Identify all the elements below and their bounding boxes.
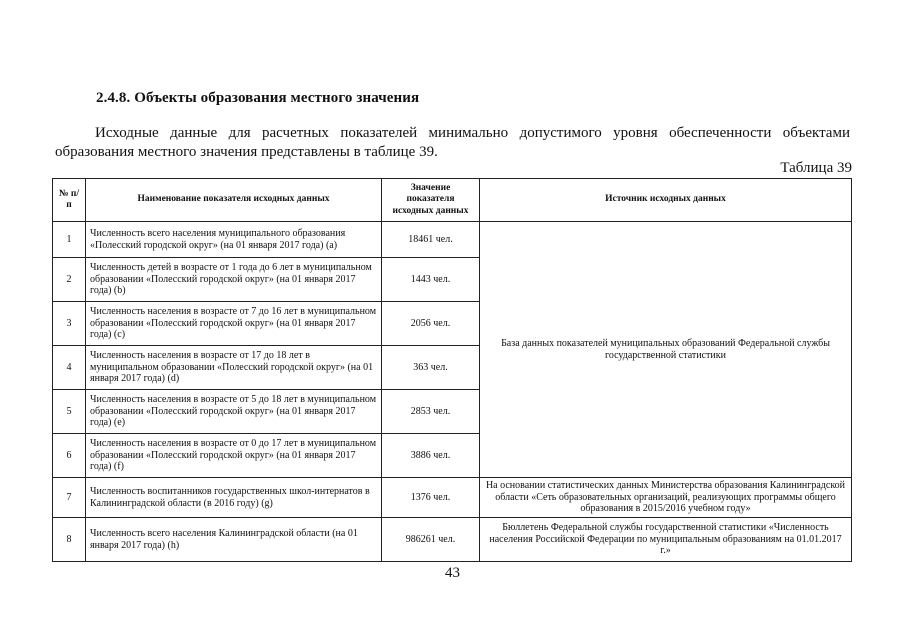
row-value: 1443 чел. — [382, 258, 480, 302]
row-num: 6 — [53, 434, 86, 478]
row-name: Численность населения в возрасте от 7 до 16 лет в муниципальном образовании «Полесский городской округ» (на 01 января 2017 года) (c) — [86, 302, 382, 346]
header-name: Наименование показателя исходных данных — [86, 179, 382, 222]
row-num: 3 — [53, 302, 86, 346]
row-num: 2 — [53, 258, 86, 302]
row-num: 1 — [53, 222, 86, 258]
row-value: 3886 чел. — [382, 434, 480, 478]
row-value: 1376 чел. — [382, 478, 480, 518]
row-value: 986261 чел. — [382, 518, 480, 562]
intro-paragraph: Исходные данные для расчетных показателей минимально допустимого уровня обеспеченности объектами образования местного значения представлены в таблице 39. — [55, 125, 850, 160]
row-value: 2853 чел. — [382, 390, 480, 434]
table-label: Таблица 39 — [780, 160, 852, 176]
row-name: Численность населения в возрасте от 17 до 18 лет в муниципальном образовании «Полесский городской округ» (на 01 января 2017 года) (d) — [86, 346, 382, 390]
row-source-rosstat: База данных показателей муниципальных образований Федеральной службы государственной статистики — [480, 222, 852, 478]
section-heading: 2.4.8. Объекты образования местного значения — [96, 90, 420, 106]
row-source-bulletin: Бюллетень Федеральной службы государственной статистики «Численность населения Российской Федерации по муниципальным образованиям на 01.01.2017 г.» — [480, 518, 852, 562]
row-num: 4 — [53, 346, 86, 390]
table-row — [53, 222, 852, 258]
table-header-row — [53, 179, 852, 222]
header-source: Источник исходных данных — [480, 179, 852, 222]
row-value: 2056 чел. — [382, 302, 480, 346]
row-name: Численность всего населения муниципального образования «Полесский городской округ» (на 01 января 2017 года) (a) — [86, 222, 382, 258]
page-number: 43 — [445, 565, 460, 581]
row-name: Численность детей в возрасте от 1 года до 6 лет в муниципальном образовании «Полесский городской округ» (на 01 января 2017 года) (b) — [86, 258, 382, 302]
row-num: 5 — [53, 390, 86, 434]
row-name: Численность воспитанников государственных школ-интернатов в Калининградской области (в 2016 году) (g) — [86, 478, 382, 518]
header-num: № п/п — [53, 179, 86, 222]
row-num: 8 — [53, 518, 86, 562]
table-row — [53, 518, 852, 562]
row-source-ministry: На основании статистических данных Министерства образования Калининградской области «Сеть образовательных организаций, реализующих программы общего образования в 2015/2016 учебном году» — [480, 478, 852, 518]
table-row — [53, 478, 852, 518]
header-value: Значение показателя исходных данных — [382, 179, 480, 222]
row-num: 7 — [53, 478, 86, 518]
source-data-table — [52, 178, 852, 562]
row-name: Численность населения в возрасте от 0 до 17 лет в муниципальном образовании «Полесский городской округ» (на 01 января 2017 года) (f) — [86, 434, 382, 478]
row-value: 18461 чел. — [382, 222, 480, 258]
row-name: Численность всего населения Калининградской области (на 01 января 2017 года) (h) — [86, 518, 382, 562]
row-value: 363 чел. — [382, 346, 480, 390]
row-name: Численность населения в возрасте от 5 до 18 лет в муниципальном образовании «Полесский городской округ» (на 01 января 2017 года) (e) — [86, 390, 382, 434]
